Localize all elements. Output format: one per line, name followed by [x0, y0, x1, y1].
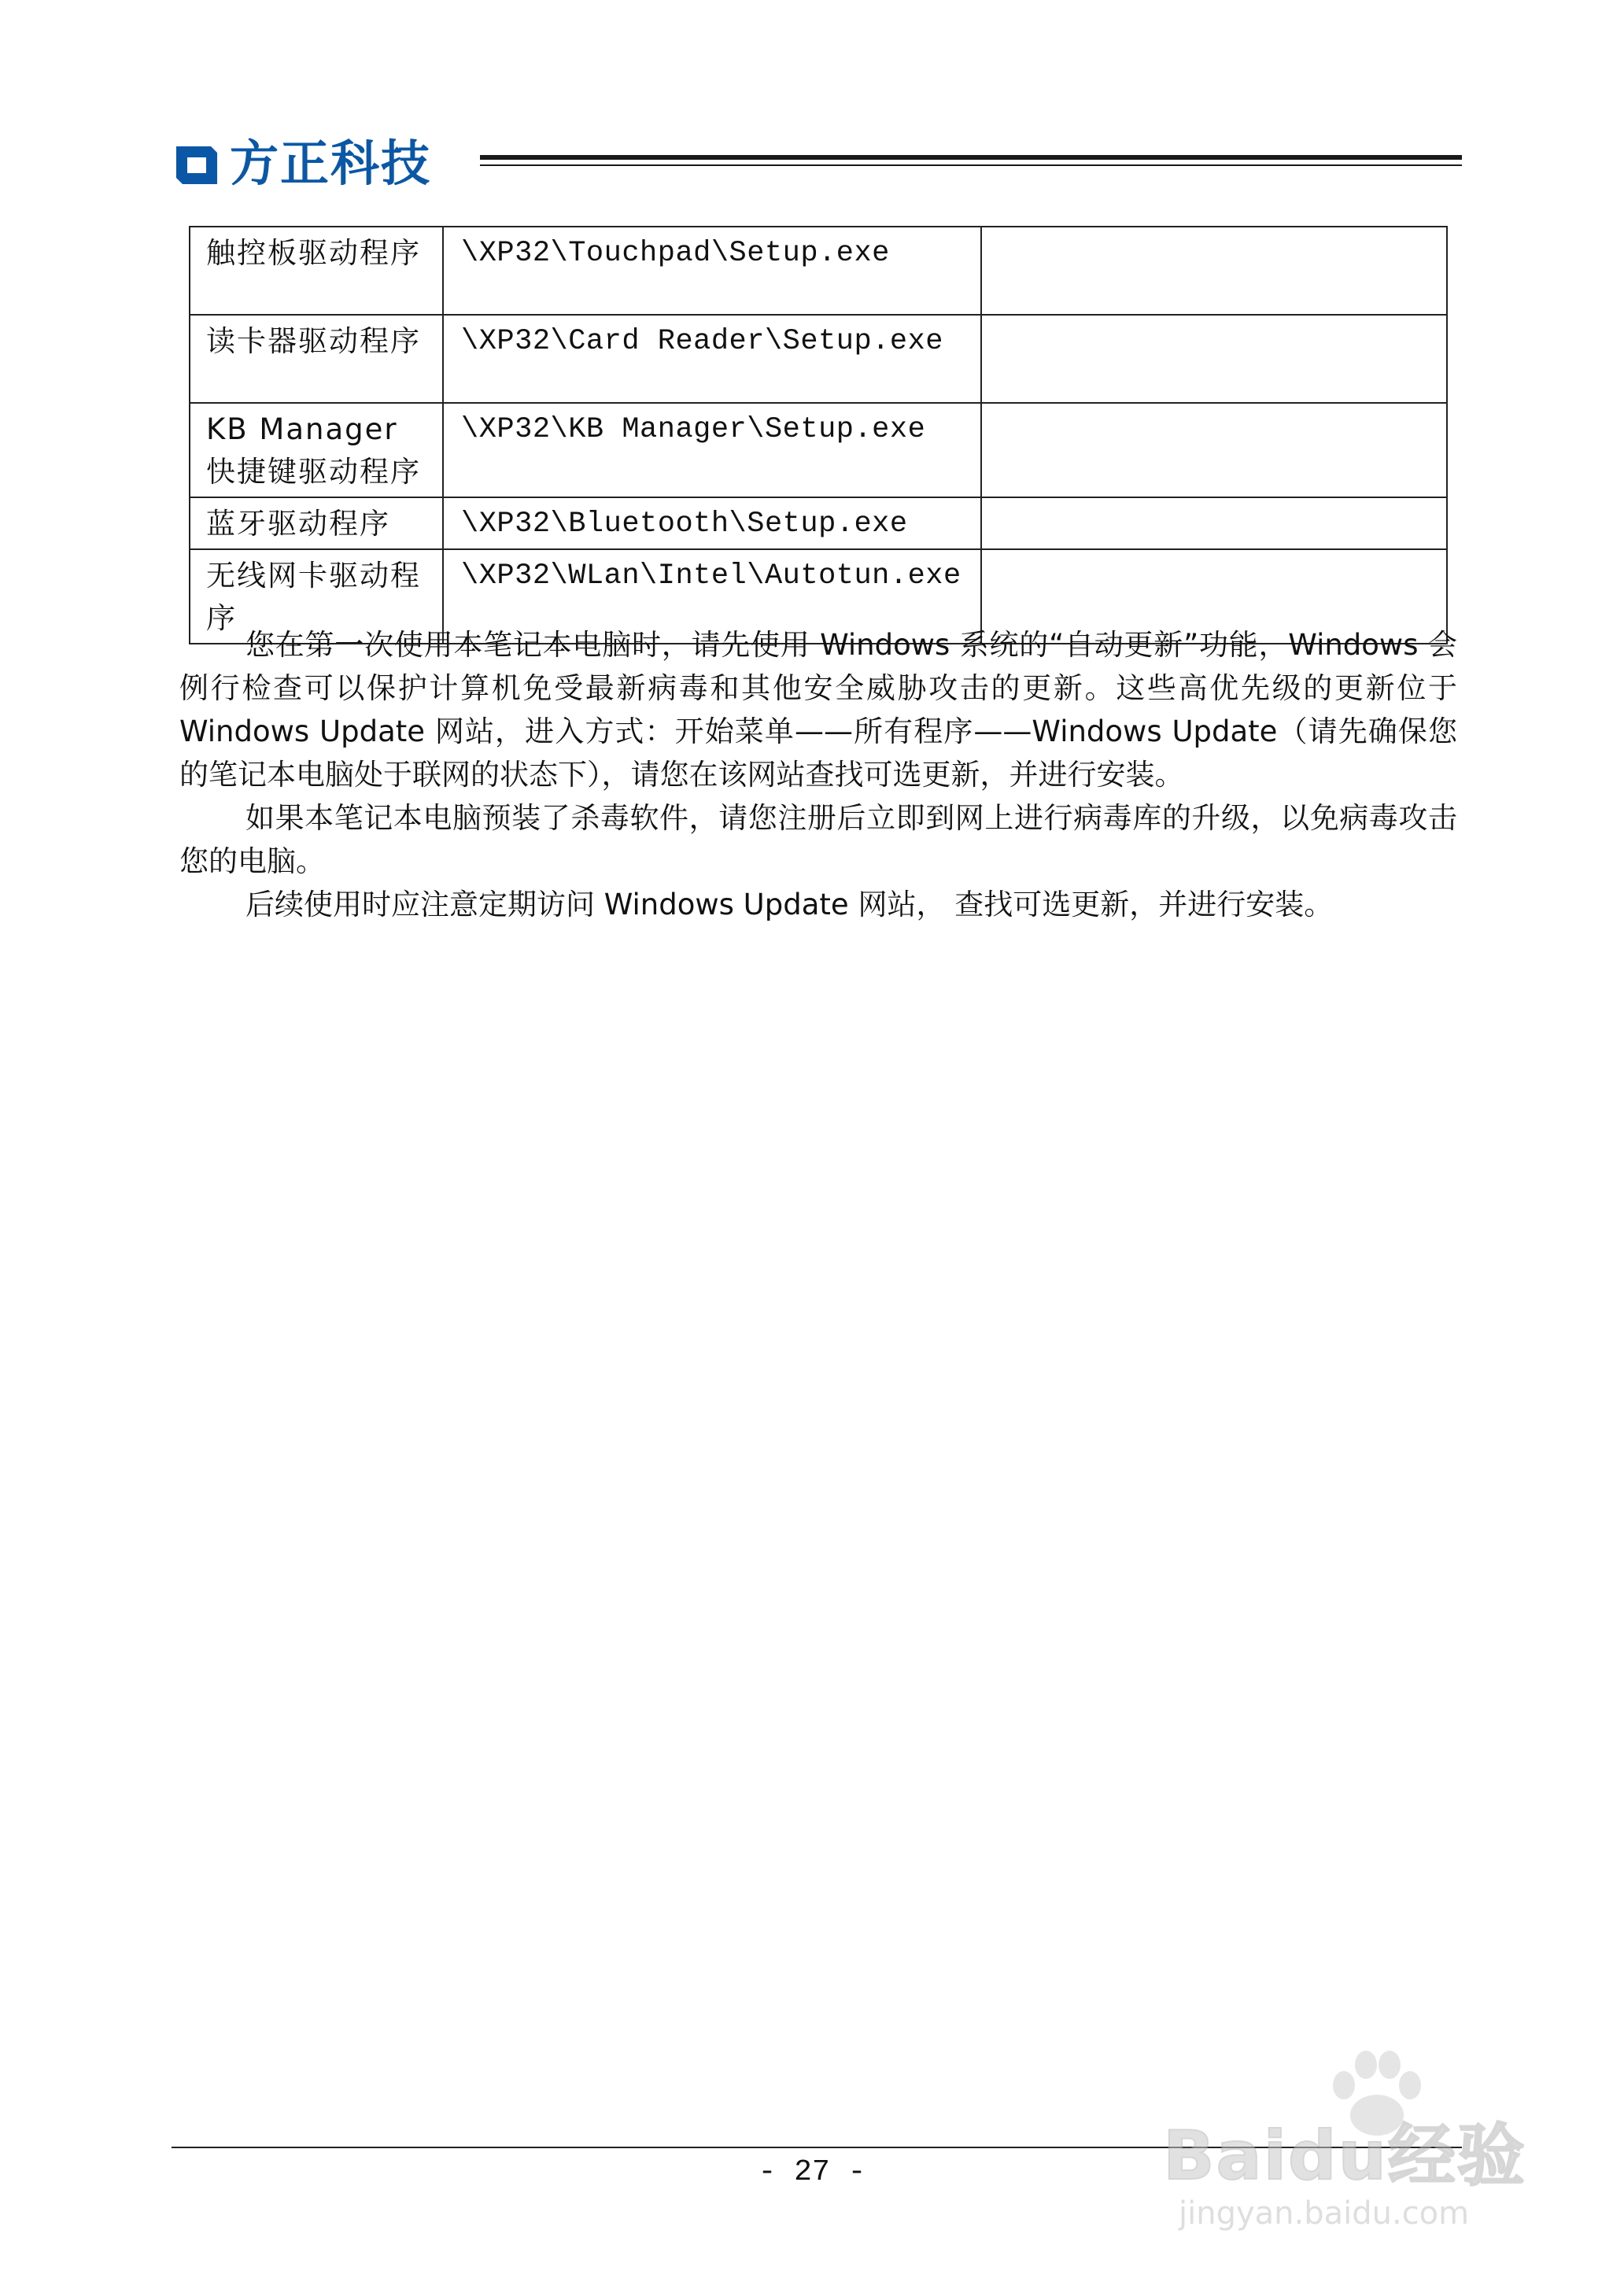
driver-path-cell: \XP32\Card Reader\Setup.exe — [443, 315, 981, 403]
company-logo — [172, 135, 431, 192]
driver-table — [189, 226, 1448, 644]
body-text — [179, 623, 1457, 926]
watermark-brand: Baidu经验 — [1163, 2117, 1526, 2195]
table-row — [190, 315, 1447, 403]
driver-note-cell — [981, 227, 1447, 315]
watermark-url: jingyan.baidu.com — [1179, 2195, 1470, 2232]
driver-name-cell: 读卡器驱动程序 — [190, 315, 443, 403]
header-rule-thin — [480, 164, 1462, 166]
founder-logo-icon — [172, 138, 222, 189]
driver-path-cell: \XP32\KB Manager\Setup.exe — [443, 403, 981, 497]
header-rule-thick — [480, 155, 1462, 160]
driver-note-cell — [981, 403, 1447, 497]
paragraph-antivirus: 如果本笔记本电脑预装了杀毒软件，请您注册后立即到网上进行病毒库的升级，以免病毒攻击您的电脑。 — [179, 801, 1457, 878]
driver-name-cell: 触控板驱动程序 — [190, 227, 443, 315]
driver-note-cell — [981, 497, 1447, 549]
paragraph-periodic-update: 后续使用时应注意定期访问 Windows Update 网站， 查找可选更新，并进行安装。 — [245, 888, 1334, 921]
driver-note-cell — [981, 315, 1447, 403]
logo-text: 方正科技 — [230, 135, 432, 192]
paragraph-windows-update: 您在第一次使用本笔记本电脑时，请先使用 Windows 系统的“自动更新”功能，Windows 会例行检查可以保护计算机免受最新病毒和其他安全威胁攻击的更新。这些高优先级的更新位于 Windows Update 网站，进入方式：开始菜单——所有程序——Windows Update（请先确保您的笔记本电脑处于联网的状态下），请您在该网站查找可选更新，并进行安装。 — [179, 628, 1457, 792]
table-row — [190, 227, 1447, 315]
page-header — [172, 132, 1462, 195]
driver-path-cell: \XP32\Touchpad\Setup.exe — [443, 227, 981, 315]
page-number: - 27 - — [758, 2155, 866, 2189]
driver-name-cell: 蓝牙驱动程序 — [190, 497, 443, 549]
table-row — [190, 497, 1447, 549]
baidu-watermark — [1163, 2046, 1548, 2243]
table-row — [190, 403, 1447, 497]
driver-path-cell: \XP32\Bluetooth\Setup.exe — [443, 497, 981, 549]
driver-name-cell: KB Manager 快捷键驱动程序 — [190, 403, 443, 497]
driver-name-cell: 无线网卡驱动程序 — [190, 549, 443, 644]
driver-path-cell: \XP32\WLan\Intel\Autotun.exe — [443, 549, 981, 644]
